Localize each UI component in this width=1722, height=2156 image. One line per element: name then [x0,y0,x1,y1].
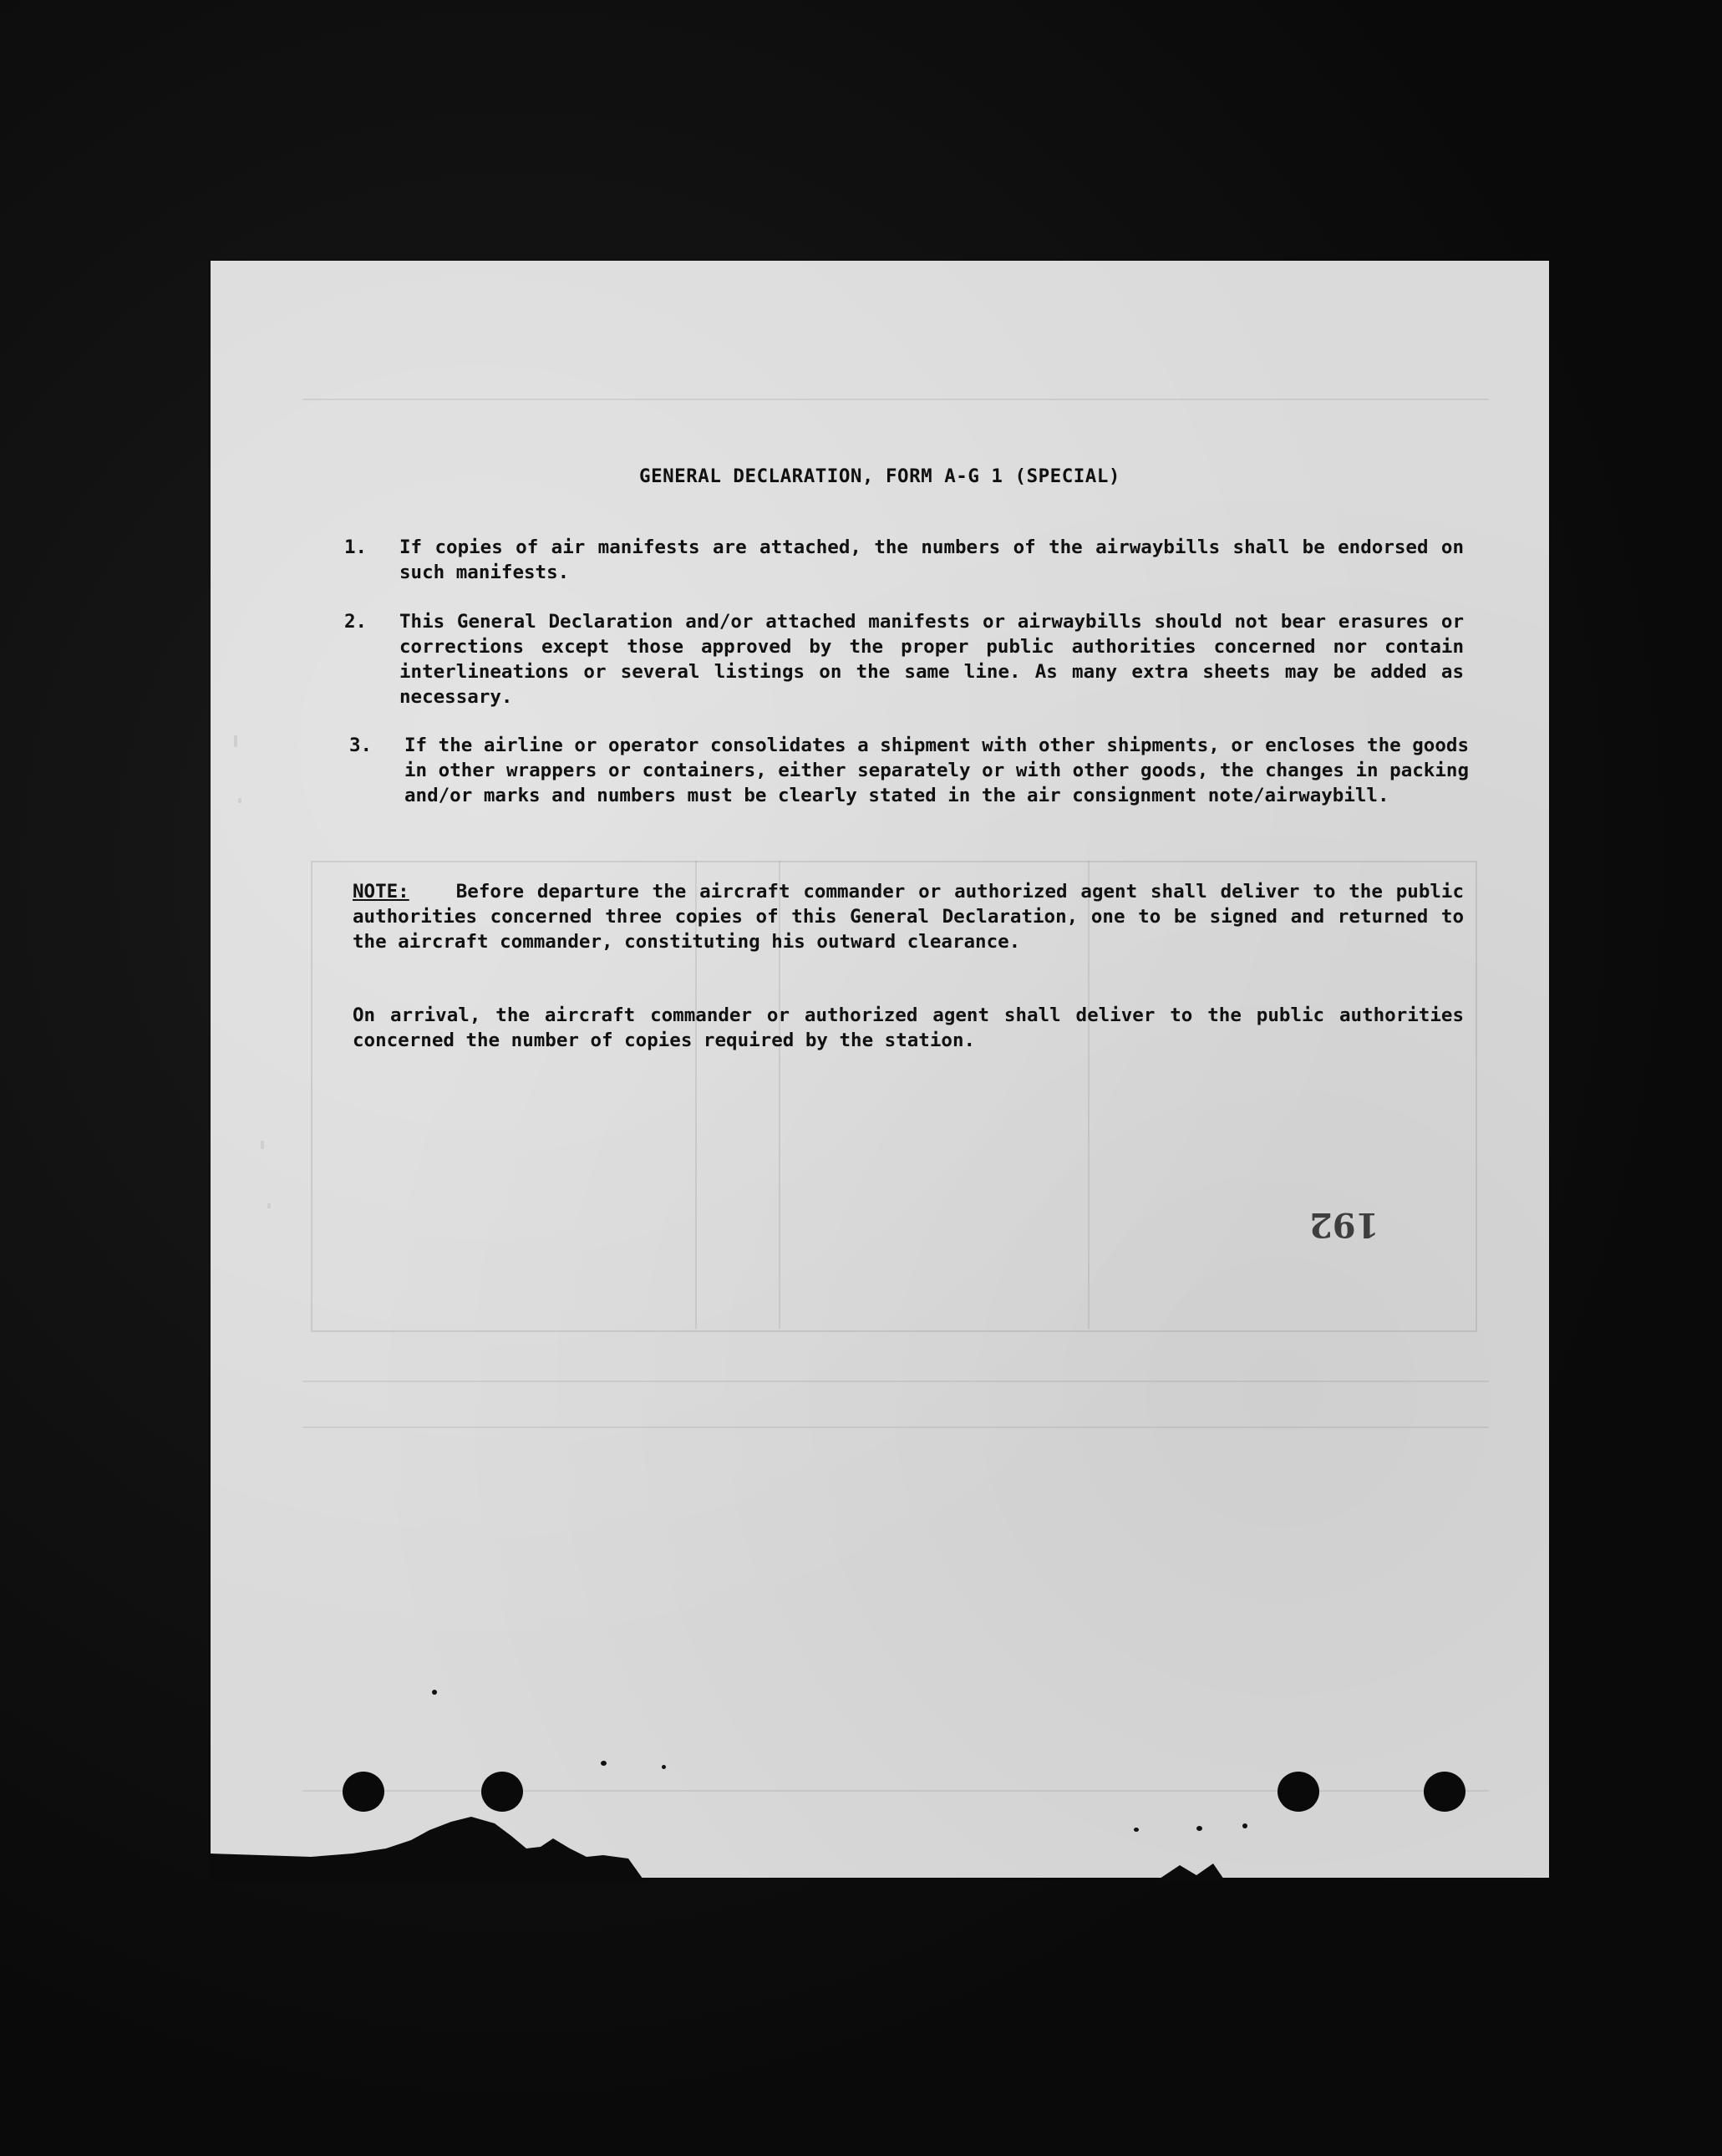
document-content [211,261,1549,1878]
speck [1242,1823,1247,1828]
stamp-number: 192 [1309,1205,1379,1244]
item-number: 1. [344,536,368,558]
margin-mark [267,1203,271,1208]
item-number: 2. [344,611,368,633]
speck [1196,1826,1202,1831]
item-text: If copies of air manifests are attached, the numbers of the airwaybills shall be endorsed on such manifests. [399,536,1464,583]
item-text: If the airline or operator consolidates a shipment with other shipments, or encloses the goods in other wrappers or containers, either separately or with other goods, the changes in packing and/or marks and numbers must be clearly stated in the air consignment note/airwaybill. [404,735,1469,806]
note-paragraph-2: On arrival, the aircraft commander or authorized agent shall deliver to the public authorities concerned the number of copies required by the station. [353,1004,1464,1051]
document-page [211,261,1549,1878]
instruction-item-3 [349,733,1469,808]
document-title: GENERAL DECLARATION, FORM A-G 1 (SPECIAL) [639,465,1120,487]
instruction-item-2 [344,609,1464,709]
item-text: This General Declaration and/or attached manifests or airwaybills should not bear erasures or corrections except those approved by the proper public authorities concerned nor contain interlineations or several listings on the same line. As many extra sheets may be added as necessary. [399,611,1464,708]
margin-mark [261,1141,264,1149]
torn-edge [211,1798,1549,1882]
speck [1134,1828,1139,1832]
note-text: Before departure the aircraft commander or authorized agent shall deliver to the public authorities concerned three copies of this General Declaration, one to be signed and returned to the aircraft commander, constituting his outward clearance. [353,881,1464,953]
speck [432,1690,437,1695]
note-label: NOTE: [353,881,409,903]
margin-mark [238,798,241,803]
instruction-item-1 [344,535,1464,585]
speck [601,1761,607,1766]
margin-mark [234,735,237,747]
speck [662,1765,666,1769]
note-paragraph-1 [353,879,1464,954]
item-number: 3. [349,735,373,756]
